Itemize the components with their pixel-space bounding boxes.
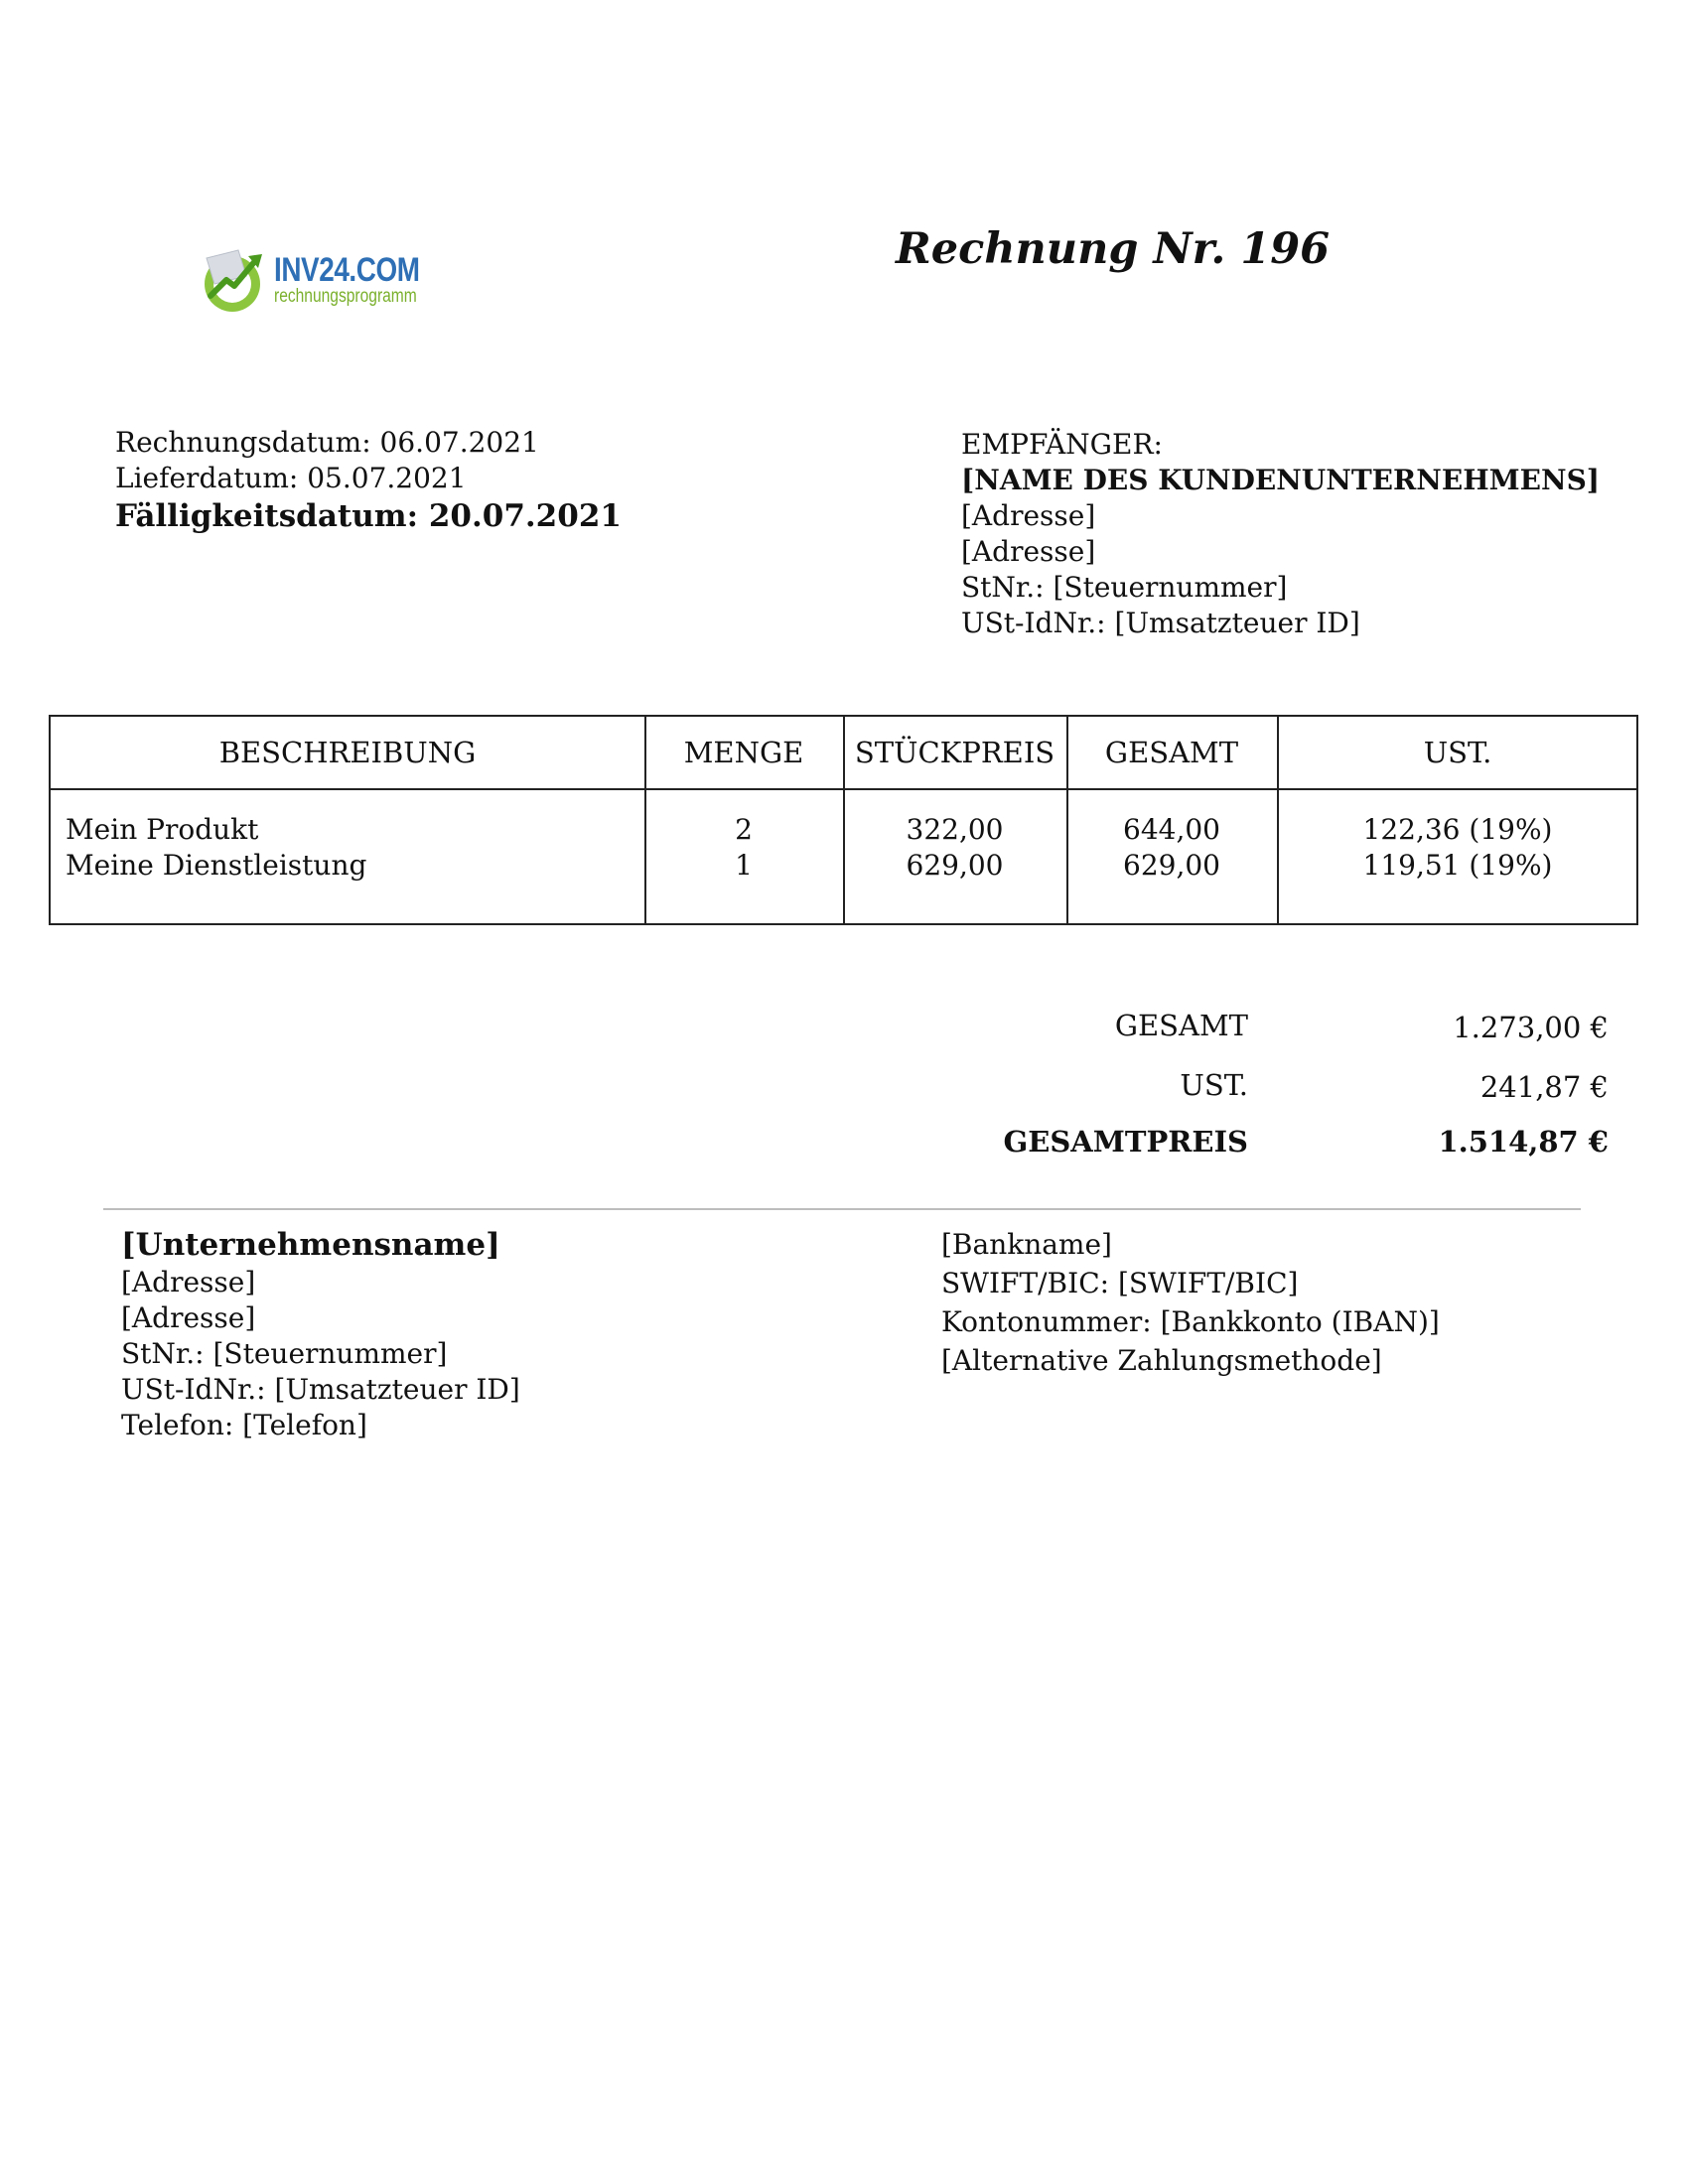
invoice-dates bbox=[115, 425, 622, 536]
grand-total-label: GESAMTPREIS bbox=[1003, 1125, 1248, 1159]
column-header-quantity: MENGE bbox=[683, 736, 804, 769]
invoice-title: Rechnung Nr. 196 bbox=[896, 224, 1331, 274]
bank-swift: SWIFT/BIC: [SWIFT/BIC] bbox=[941, 1267, 1299, 1299]
table-cell-vat: 119,51 (19%) bbox=[1362, 849, 1553, 882]
recipient-name: [NAME DES KUNDENUNTERNEHMENS] bbox=[961, 464, 1601, 496]
company-name: [Unternehmensname] bbox=[121, 1227, 500, 1263]
column-header-total: GESAMT bbox=[1104, 736, 1239, 769]
subtotal-value: 1.273,00 € bbox=[1453, 1011, 1609, 1044]
table-cell-description: Mein Produkt bbox=[66, 813, 259, 846]
logo-tagline: rechnungsprogramm bbox=[274, 286, 417, 307]
growth-arrow-logo-icon bbox=[199, 246, 268, 316]
bank-account: Kontonummer: [Bankkonto (IBAN)] bbox=[941, 1305, 1440, 1338]
logo-brand-text: INV24.COM bbox=[274, 251, 420, 289]
header-divider bbox=[51, 788, 1636, 790]
invoice-date: Rechnungsdatum: 06.07.2021 bbox=[115, 426, 539, 459]
bank-name: [Bankname] bbox=[941, 1228, 1112, 1261]
table-cell-quantity: 2 bbox=[735, 813, 753, 846]
table-cell-unit-price: 322,00 bbox=[906, 813, 1004, 846]
bank-details-block bbox=[941, 1225, 1440, 1380]
vat-total-label: UST. bbox=[1180, 1068, 1248, 1102]
company-vat-id: USt-IdNr.: [Umsatzteuer ID] bbox=[121, 1373, 520, 1406]
line-items-table bbox=[49, 715, 1638, 925]
company-address-2: [Adresse] bbox=[121, 1301, 256, 1334]
recipient-heading: EMPFÄNGER: bbox=[961, 428, 1163, 461]
footer-divider bbox=[103, 1208, 1581, 1210]
sender-company-block bbox=[121, 1225, 520, 1443]
table-cell-total: 629,00 bbox=[1123, 849, 1220, 882]
table-cell-unit-price: 629,00 bbox=[906, 849, 1004, 882]
recipient-address-2: [Adresse] bbox=[961, 535, 1096, 568]
column-header-vat: UST. bbox=[1423, 736, 1492, 769]
column-header-description: BESCHREIBUNG bbox=[218, 736, 477, 769]
company-phone: Telefon: [Telefon] bbox=[121, 1409, 367, 1441]
recipient-vat-id: USt-IdNr.: [Umsatzteuer ID] bbox=[961, 607, 1360, 639]
table-cell-quantity: 1 bbox=[735, 849, 753, 882]
company-tax-number: StNr.: [Steuernummer] bbox=[121, 1337, 448, 1370]
company-logo bbox=[199, 246, 427, 318]
column-header-unit-price: STÜCKPREIS bbox=[854, 736, 1055, 769]
alternative-payment: [Alternative Zahlungsmethode] bbox=[941, 1344, 1382, 1377]
delivery-date: Lieferdatum: 05.07.2021 bbox=[115, 462, 467, 494]
recipient-tax-number: StNr.: [Steuernummer] bbox=[961, 571, 1288, 604]
recipient-address-1: [Adresse] bbox=[961, 499, 1096, 532]
grand-total-value: 1.514,87 € bbox=[1438, 1125, 1609, 1159]
vat-total-value: 241,87 € bbox=[1479, 1070, 1609, 1104]
subtotal-label: GESAMT bbox=[1114, 1009, 1248, 1042]
company-address-1: [Adresse] bbox=[121, 1266, 256, 1298]
table-cell-vat: 122,36 (19%) bbox=[1362, 813, 1553, 846]
table-cell-description: Meine Dienstleistung bbox=[66, 849, 367, 882]
due-date: Fälligkeitsdatum: 20.07.2021 bbox=[115, 498, 622, 534]
table-cell-total: 644,00 bbox=[1123, 813, 1220, 846]
recipient-block bbox=[961, 427, 1600, 641]
